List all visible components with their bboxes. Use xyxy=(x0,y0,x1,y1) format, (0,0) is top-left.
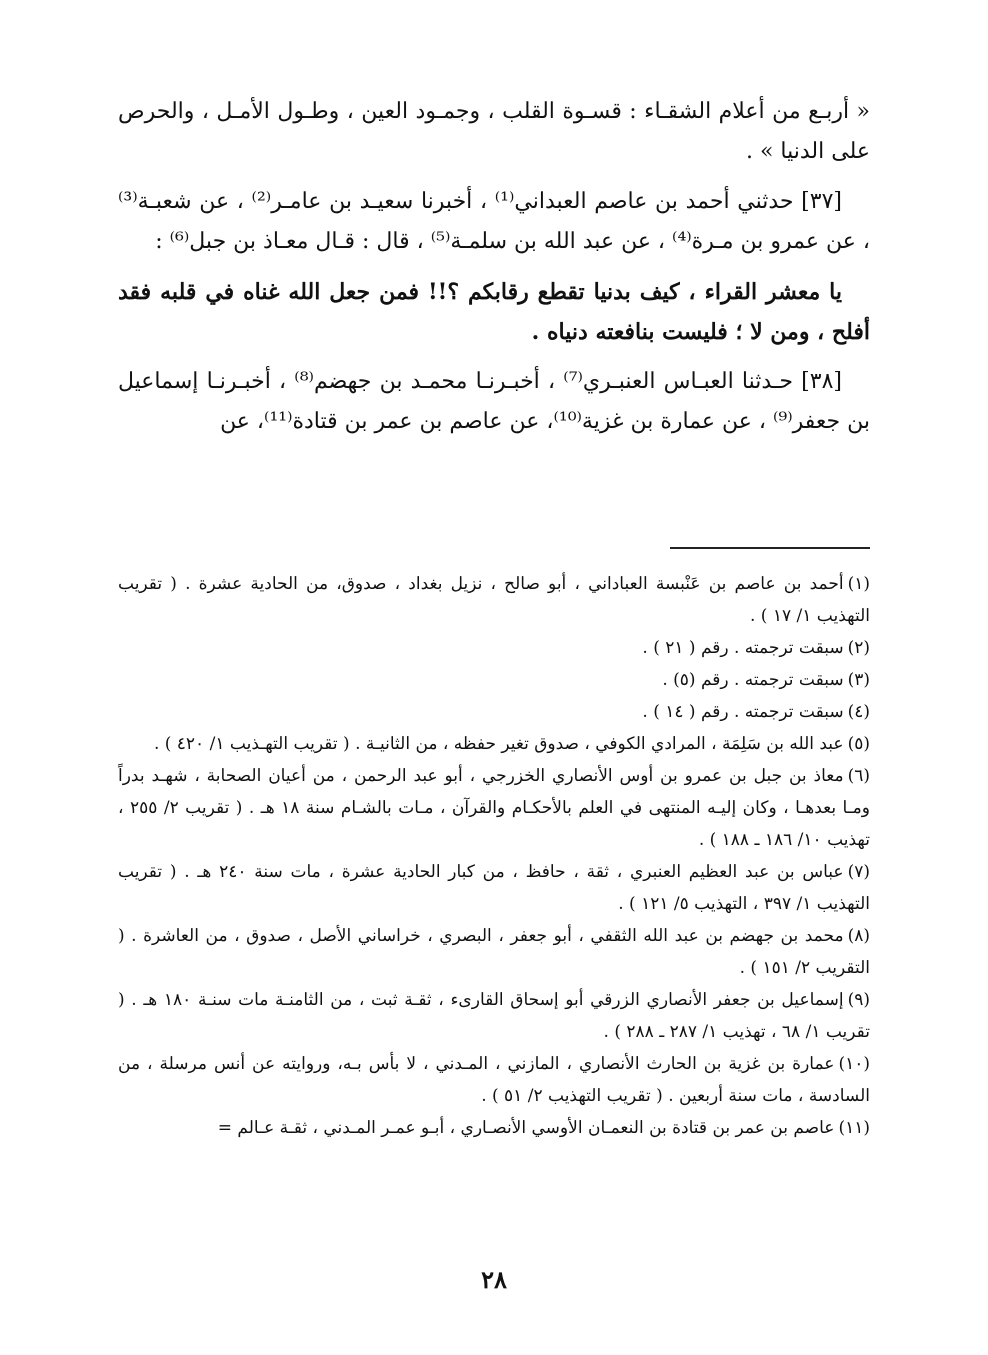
page-number: ٢٨ xyxy=(481,1265,507,1294)
footnote-text: سبقت ترجمته . رقم (٥) . xyxy=(662,670,844,690)
footnote-text: محمد بن جهضم بن عبد الله الثقفي ، أبو جعفر ، البصري ، خراساني الأصل ، صدوق ، من العاشرة . ( التقريب ٢/ ١٥١ ) . xyxy=(118,926,870,978)
footnote-6 xyxy=(118,760,870,856)
footnote-5 xyxy=(118,728,870,760)
footnote-8 xyxy=(118,920,870,984)
footnote-number: (٨) xyxy=(847,926,870,946)
footnote-text: أحمد بن عاصم بن عَنْبسة العباداني ، أبو صالح ، نزيل بغداد ، صدوق، من الحادية عشرة . ( تقريب التهذيب ١/ ١٧ ) . xyxy=(118,574,870,626)
footnote-text: عبد الله بن سَلِمَة ، المرادي الكوفي ، صدوق تغير حفظه ، من الثانيـة . ( تقريب التهـذيب ١/ ٤٢٠ ) . xyxy=(153,734,844,754)
footnote-number: (١٠) xyxy=(838,1054,870,1074)
footnote-number: (١) xyxy=(847,574,870,594)
footnote-number: (٢) xyxy=(847,638,870,658)
footnote-2 xyxy=(118,632,870,664)
footnote-11 xyxy=(118,1112,870,1144)
footnote-1 xyxy=(118,568,870,632)
footnotes-section xyxy=(118,568,870,1144)
footnote-10 xyxy=(118,1048,870,1112)
footnote-4 xyxy=(118,696,870,728)
footnote-number: (٤) xyxy=(847,702,870,722)
footnote-text: إسماعيل بن جعفر الأنصاري الزرقي أبو إسحاق القارىء ، ثقـة ثبت ، من الثامنـة مات سنـة ١٨٠ هـ . ( تقريب ١/ ٦٨ ، تهذيب ١/ ٢٨٧ ـ ٢٨٨ ) . xyxy=(118,990,870,1042)
footnote-number: (٦) xyxy=(847,766,870,786)
paragraph-isnad-38: [٣٨] حـدثنا العبـاس العنبـري⁽⁷⁾ ، أخبـرنـا محمـد بن جهضم⁽⁸⁾ ، أخبـرنـا إسماعيل بن جعفر⁽⁹⁾ ، عن عمارة بن غزية⁽¹⁰⁾، عن عاصم بن عمر بن قتادة⁽¹¹⁾، عن xyxy=(118,369,870,434)
footnote-text: عمارة بن غزية بن الحارث الأنصاري ، المازني ، المـدني ، لا بأس بـه، وروايته عن أنس مرسلة ، من السادسة ، مات سنة أربعين . ( تقريب التهذيب ٢/ ٥١ ) . xyxy=(118,1054,870,1106)
footnote-9 xyxy=(118,984,870,1048)
main-text xyxy=(118,92,870,452)
footnote-number: (٧) xyxy=(847,862,870,882)
footnote-separator xyxy=(670,547,870,549)
footnote-text: معاذ بن جبل بن عمرو بن أوس الأنصاري الخزرجي ، أبو عبد الرحمن ، من أعيان الصحابة ، شهـد بدراً ومـا بعدهـا ، وكان إليـه المنتهى في العلم بالأحكـام والقرآن ، مـات بالشـام سنة ١٨ هـ . ( تقريب ٢/ ٢٥٥ ، تهذيب ١٠/ ١٨٦ ـ ١٨٨ ) . xyxy=(118,766,870,850)
footnote-7 xyxy=(118,856,870,920)
footnote-3 xyxy=(118,664,870,696)
footnote-number: (٣) xyxy=(847,670,870,690)
footnote-text: سبقت ترجمته . رقم ( ١٤ ) . xyxy=(642,702,844,722)
paragraph-isnad-37: [٣٧] حدثني أحمد بن عاصم العبداني⁽¹⁾ ، أخبرنا سعيـد بن عامـر⁽²⁾ ، عن شعبـة⁽³⁾ ، عن عمرو بن مـرة⁽⁴⁾ ، عن عبد الله بن سلمـة⁽⁵⁾ ، قال : قـال معـاذ بن جبل⁽⁶⁾ : xyxy=(118,189,870,254)
paragraph-hadith-quote: « أربـع من أعلام الشقـاء : قسـوة القلب ، وجمـود العين ، وطـول الأمـل ، والحرص على الدنيا » . xyxy=(118,99,870,164)
paragraph-muadh-saying: يا معشر القراء ، كيف بدنيا تقطع رقابكم ؟!! فمن جعل الله غناه في قلبه فقد أفلح ، ومن لا ؛ فليست بنافعته دنياه . xyxy=(118,279,870,345)
footnote-number: (٥) xyxy=(847,734,870,754)
footnote-text: عاصم بن عمر بن قتادة بن النعمـان الأوسي الأنصـاري ، أبـو عمـر المـدني ، ثقـة عـالم = xyxy=(217,1118,835,1138)
footnote-number: (١١) xyxy=(838,1118,870,1138)
footnote-text: سبقت ترجمته . رقم ( ٢١ ) . xyxy=(642,638,844,658)
footnote-number: (٩) xyxy=(847,990,870,1010)
footnote-text: عباس بن عبد العظيم العنبري ، ثقة ، حافظ ، من كبار الحادية عشرة ، مات سنة ٢٤٠ هـ . ( تقريب التهذيب ١/ ٣٩٧ ، التهذيب ٥/ ١٢١ ) . xyxy=(118,862,870,914)
